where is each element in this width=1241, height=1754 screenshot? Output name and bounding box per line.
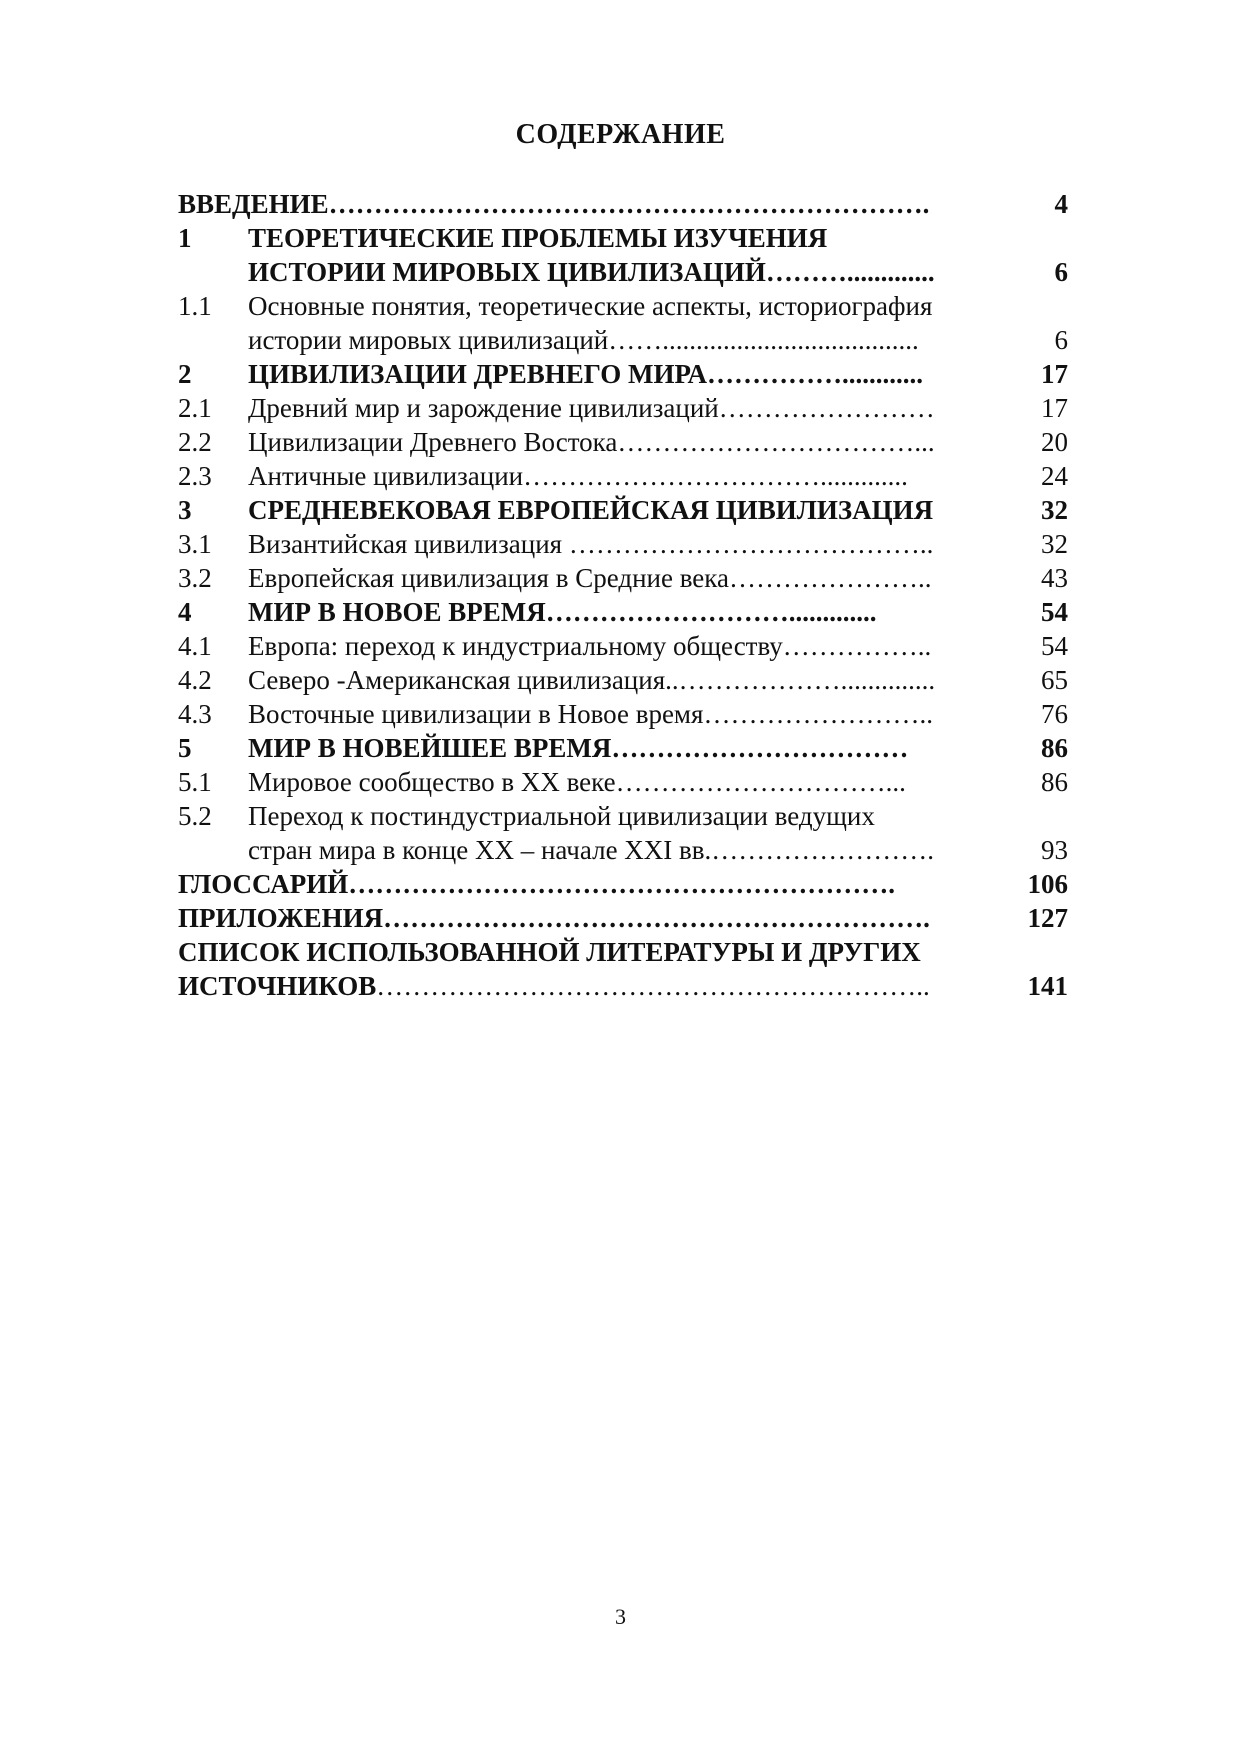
toc-entry-page: 127 — [1027, 903, 1068, 933]
toc-entry-title — [178, 901, 930, 935]
toc-entry-title — [178, 969, 930, 1003]
toc-entry — [178, 765, 1068, 799]
toc-entry-number: 4.2 — [178, 665, 212, 695]
toc-entry-title — [178, 867, 895, 901]
toc-entry-number: 2 — [178, 359, 192, 389]
toc-entry-page: 86 — [1041, 733, 1068, 763]
toc-entry-title-text: Восточные цивилизации в Новое время…………………….. — [248, 699, 933, 729]
toc-entry — [178, 935, 1068, 969]
toc-entry-title — [248, 255, 935, 289]
toc-entry-title — [248, 391, 935, 425]
toc-entry-title-text: Основные понятия, теоретические аспекты, историография — [248, 291, 933, 321]
toc-entry-title-text: МИР В НОВОЕ ВРЕМЯ………………………............. — [248, 597, 877, 627]
toc-entry-title — [178, 187, 929, 221]
toc-entry-title — [178, 935, 921, 969]
toc-entry-number: 2.1 — [178, 393, 212, 423]
toc-entry — [178, 391, 1068, 425]
toc-entry — [178, 663, 1068, 697]
toc-entry — [178, 731, 1068, 765]
toc-entry-page: 86 — [1041, 767, 1068, 797]
toc-entry-title-text: Древний мир и зарождение цивилизаций…………………… — [248, 393, 935, 423]
toc-entry — [178, 357, 1068, 391]
toc-entry — [178, 255, 1068, 289]
toc-entry — [178, 867, 1068, 901]
toc-entry-page: 17 — [1041, 359, 1068, 389]
toc-entry-title-text: Византийская цивилизация ………………………………….. — [248, 529, 934, 559]
toc-entry-title-text: ПРИЛОЖЕНИЯ……………………………………………………. — [178, 903, 930, 933]
toc-entry — [178, 459, 1068, 493]
toc-entry-title-text: ТЕОРЕТИЧЕСКИЕ ПРОБЛЕМЫ ИЗУЧЕНИЯ — [248, 223, 828, 253]
toc-entry-number: 4.1 — [178, 631, 212, 661]
toc-entry — [178, 697, 1068, 731]
toc-entry — [178, 833, 1068, 867]
toc-entry-number: 4.3 — [178, 699, 212, 729]
toc-entry-page: 24 — [1041, 461, 1068, 491]
toc-entry-title-text: СПИСОК ИСПОЛЬЗОВАННОЙ ЛИТЕРАТУРЫ И ДРУГИХ — [178, 937, 921, 967]
toc-entry-title — [248, 765, 906, 799]
toc-entry-title-text: стран мира в конце XX – начале XXI вв.……………………. — [248, 835, 935, 865]
toc-entry-number: 2.2 — [178, 427, 212, 457]
toc-entry-page: 4 — [1054, 189, 1068, 219]
toc-entry-title-text: Европейская цивилизация в Средние века………………….. — [248, 563, 932, 593]
toc-entry — [178, 493, 1068, 527]
toc-entry — [178, 323, 1068, 357]
toc-entry-page: 65 — [1041, 665, 1068, 695]
toc-entry-number: 3.1 — [178, 529, 212, 559]
toc-entry-title-text: Античные цивилизации……………………………............. — [248, 461, 908, 491]
toc-entry-number: 5.1 — [178, 767, 212, 797]
toc-entry-title — [248, 833, 934, 867]
toc-entry-title-text: Мировое сообщество в XX веке…………………………... — [248, 767, 906, 797]
toc-entry-title — [248, 799, 875, 833]
toc-entry-title — [248, 459, 908, 493]
toc-entry — [178, 221, 1068, 255]
toc-entry-title-text: Цивилизации Древнего Востока……………………………... — [248, 427, 935, 457]
toc-entry-title — [248, 595, 877, 629]
toc-entry-title — [248, 629, 931, 663]
toc-entry-title — [248, 493, 933, 527]
toc-entry-page: 6 — [1054, 325, 1068, 355]
toc-entry-page: 54 — [1041, 631, 1068, 661]
toc-entry-title — [248, 425, 935, 459]
toc-entry-title-text: ЦИВИЛИЗАЦИИ ДРЕВНЕГО МИРА……………............ — [248, 359, 924, 389]
toc-entry-title — [248, 289, 932, 323]
page-number: 3 — [615, 1604, 626, 1629]
toc-entry-title — [248, 697, 933, 731]
toc-entry — [178, 527, 1068, 561]
toc-entry-title-text: истории мировых цивилизаций……...................................... — [248, 325, 919, 355]
toc-entry-title — [248, 663, 935, 697]
toc-entry-title — [248, 527, 933, 561]
toc-entry-page: 6 — [1054, 257, 1068, 287]
toc-entry-title-text: Северо -Американская цивилизация..……………….............. — [248, 665, 936, 695]
table-of-contents — [178, 187, 1068, 1003]
toc-entry-title-text: Переход к постиндустриальной цивилизации ведущих — [248, 801, 875, 831]
toc-entry — [178, 901, 1068, 935]
toc-entry-page: 76 — [1041, 699, 1068, 729]
toc-entry-title — [248, 357, 923, 391]
toc-entry — [178, 799, 1068, 833]
toc-entry-number: 3 — [178, 495, 192, 525]
toc-entry — [178, 289, 1068, 323]
page-title: СОДЕРЖАНИЕ — [515, 119, 726, 150]
toc-entry — [178, 561, 1068, 595]
toc-entry — [178, 969, 1068, 1003]
toc-entry-title-text: ИСТОЧНИКОВ — [178, 971, 377, 1001]
toc-entry-title-text: ГЛОССАРИЙ……………………………………………………. — [178, 869, 895, 899]
toc-entry-title — [248, 731, 908, 765]
toc-entry — [178, 595, 1068, 629]
toc-entry-page: 32 — [1041, 495, 1068, 525]
toc-entry-page: 20 — [1041, 427, 1068, 457]
toc-entry-number: 4 — [178, 597, 192, 627]
toc-entry-number: 5 — [178, 733, 192, 763]
toc-entry-title-text: Европа: переход к индустриальному обществу…………….. — [248, 631, 932, 661]
toc-entry-number: 1.1 — [178, 291, 212, 321]
toc-entry-number: 2.3 — [178, 461, 212, 491]
toc-entry-page: 43 — [1041, 563, 1068, 593]
toc-entry-leader: …………………………………………………….. — [376, 971, 930, 1001]
toc-entry-number: 3.2 — [178, 563, 212, 593]
toc-entry-title-text: МИР В НОВЕЙШЕЕ ВРЕМЯ…………………………… — [248, 733, 909, 763]
toc-entry-title — [248, 561, 931, 595]
toc-entry-page: 54 — [1041, 597, 1068, 627]
toc-entry-page: 93 — [1041, 835, 1068, 865]
toc-entry-title — [248, 323, 919, 357]
toc-entry-title — [248, 221, 827, 255]
toc-entry-number: 5.2 — [178, 801, 212, 831]
toc-entry — [178, 425, 1068, 459]
toc-entry-page: 106 — [1027, 869, 1068, 899]
toc-entry-number: 1 — [178, 223, 192, 253]
toc-entry-title-text: ИСТОРИИ МИРОВЫХ ЦИВИЛИЗАЦИЙ………............. — [248, 257, 935, 287]
toc-entry-page: 32 — [1041, 529, 1068, 559]
toc-entry — [178, 187, 1068, 221]
toc-entry-page: 141 — [1027, 971, 1068, 1001]
toc-entry — [178, 629, 1068, 663]
toc-entry-page: 17 — [1041, 393, 1068, 423]
toc-entry-title-text: ВВЕДЕНИЕ…………………………………………………………. — [178, 189, 930, 219]
toc-entry-title-text: СРЕДНЕВЕКОВАЯ ЕВРОПЕЙСКАЯ ЦИВИЛИЗАЦИЯ — [248, 495, 934, 525]
